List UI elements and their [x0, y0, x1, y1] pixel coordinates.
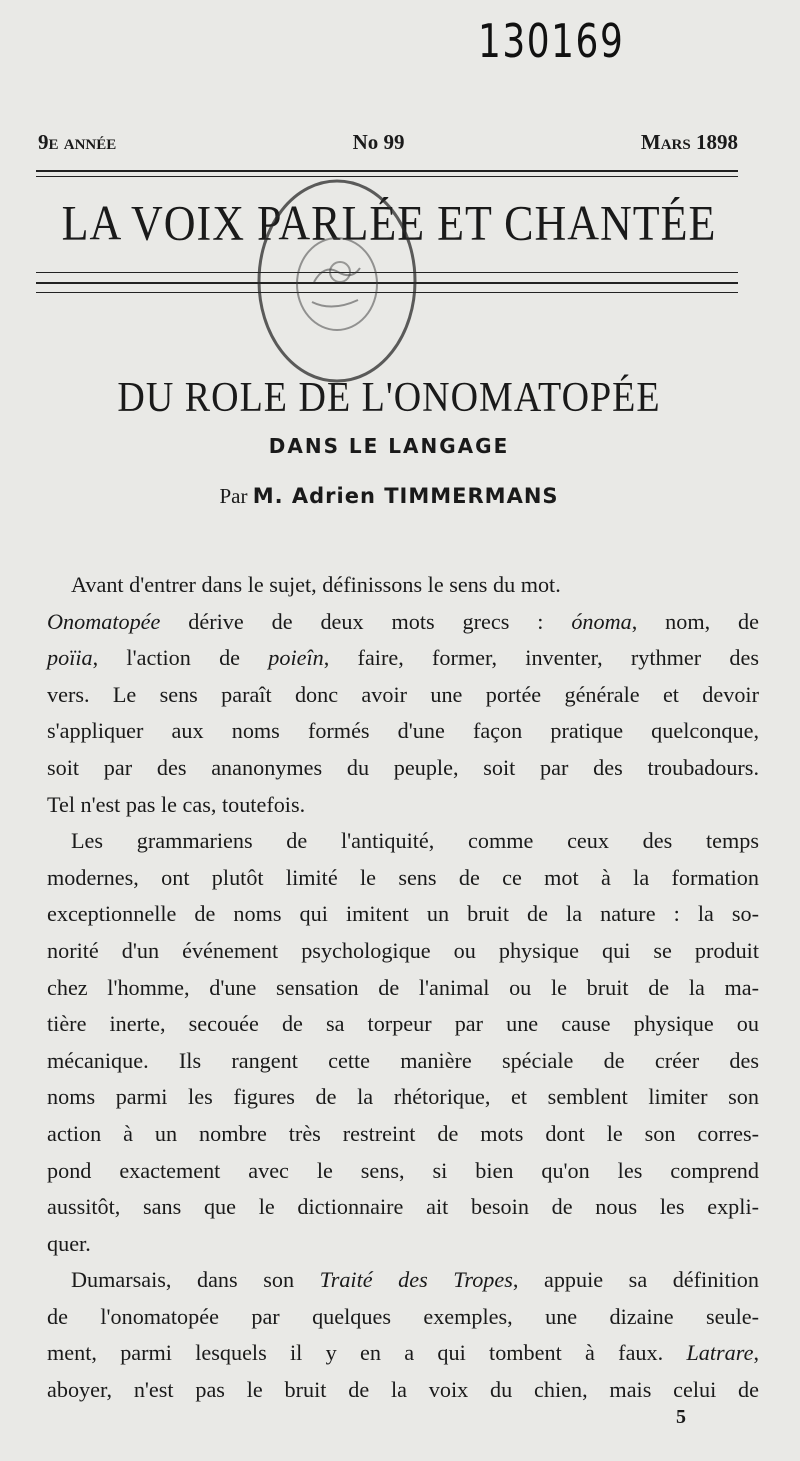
volume-year: 9e année — [38, 130, 117, 154]
text-run: aussitôt, sans que le dictionnaire ait besoin de nous les expli- — [47, 1194, 759, 1220]
article-body — [47, 567, 759, 1409]
body-line — [47, 1372, 759, 1409]
body-line — [47, 677, 759, 714]
masthead-row — [38, 130, 738, 155]
italic-term: Onomatopée — [47, 608, 161, 634]
text-run: quer. — [47, 1230, 91, 1256]
text-run: de l'onomatopée par quelques exemples, une dizaine seule- — [47, 1303, 759, 1329]
text-run: action à un nombre très restreint de mots dont le son corres- — [47, 1120, 759, 1146]
body-line — [47, 1116, 759, 1153]
italic-term: poieîn — [268, 645, 324, 671]
body-line — [47, 604, 759, 641]
body-line — [47, 567, 759, 604]
text-run: , l'action de — [92, 645, 269, 671]
byline-prefix: Par — [219, 484, 248, 508]
body-line — [47, 896, 759, 933]
body-line — [47, 1079, 759, 1116]
text-run: , nom, de — [631, 608, 759, 634]
text-run: chez l'homme, d'une sensation de l'animal ou le bruit de la ma- — [47, 974, 759, 1000]
body-line — [47, 1043, 759, 1080]
issue-number: No 99 — [352, 130, 405, 154]
italic-term: Latrare — [686, 1340, 754, 1366]
text-run: s'appliquer aux noms formés d'une façon pratique quelconque, — [47, 718, 759, 744]
italic-term: ónoma — [571, 608, 632, 634]
catalog-number: 130169 — [478, 14, 625, 68]
body-line — [47, 970, 759, 1007]
text-run: norité d'un événement psychologique ou physique qui se produit — [47, 937, 759, 963]
text-run: mécanique. Ils rangent cette manière spéciale de créer des — [47, 1047, 759, 1073]
body-line — [47, 1153, 759, 1190]
italic-term: poïia — [47, 645, 93, 671]
body-line — [47, 823, 759, 860]
text-run: Les grammariens de l'antiquité, comme ceux des temps — [71, 828, 759, 854]
text-run: Tel n'est pas le cas, toutefois. — [47, 791, 306, 817]
body-line — [47, 1299, 759, 1336]
body-line — [47, 1335, 759, 1372]
text-run: aboyer, n'est pas le bruit de la voix du chien, mais celui de — [47, 1377, 759, 1403]
body-line — [47, 1006, 759, 1043]
text-run: ment, parmi lesquels il y en a qui tombent à faux. — [47, 1340, 687, 1366]
text-run: , — [753, 1340, 759, 1366]
page-number: 5 — [676, 1406, 686, 1428]
journal-title: LA VOIX PARLÉE ET CHANTÉE — [61, 196, 717, 251]
text-run: pond exactement avec le sens, si bien qu'on les comprend — [47, 1157, 759, 1183]
body-line — [47, 1189, 759, 1226]
text-run: noms parmi les figures de la rhétorique, et semblent limiter son — [47, 1084, 759, 1110]
body-line — [47, 640, 759, 677]
issue-date: Mars 1898 — [640, 130, 738, 154]
body-line — [47, 1262, 759, 1299]
article-subtitle: DANS LE LANGAGE — [268, 434, 510, 458]
body-line — [47, 713, 759, 750]
text-run: dérive de deux mots grecs : — [160, 608, 572, 634]
text-run: modernes, ont plutôt limité le sens de ce mot à la formation — [47, 864, 759, 890]
body-line — [47, 787, 759, 824]
text-run: vers. Le sens paraît donc avoir une portée générale et devoir — [47, 681, 759, 707]
body-line — [47, 860, 759, 897]
body-line — [47, 1226, 759, 1263]
byline-author: M. Adrien TIMMERMANS — [252, 484, 559, 508]
article-title: DU ROLE DE L'ONOMATOPÉE — [117, 374, 661, 422]
text-run: tière inerte, secouée de sa torpeur par une cause physique ou — [47, 1011, 759, 1037]
text-run: exceptionnelle de noms qui imitent un bruit de la nature : la so- — [47, 901, 759, 927]
text-run: , faire, former, inventer, rythmer des — [323, 645, 759, 671]
body-line — [47, 750, 759, 787]
body-line — [47, 933, 759, 970]
byline — [40, 484, 738, 509]
library-stamp — [252, 172, 422, 390]
italic-term: Traité des Tropes — [319, 1267, 513, 1293]
text-run: Dumarsais, dans son — [71, 1267, 320, 1293]
text-run: Avant d'entrer dans le sujet, définissons le sens du mot. — [71, 572, 561, 597]
text-run: , appuie sa définition — [512, 1267, 759, 1293]
text-run: soit par des ananonymes du peuple, soit par des troubadours. — [47, 754, 759, 780]
